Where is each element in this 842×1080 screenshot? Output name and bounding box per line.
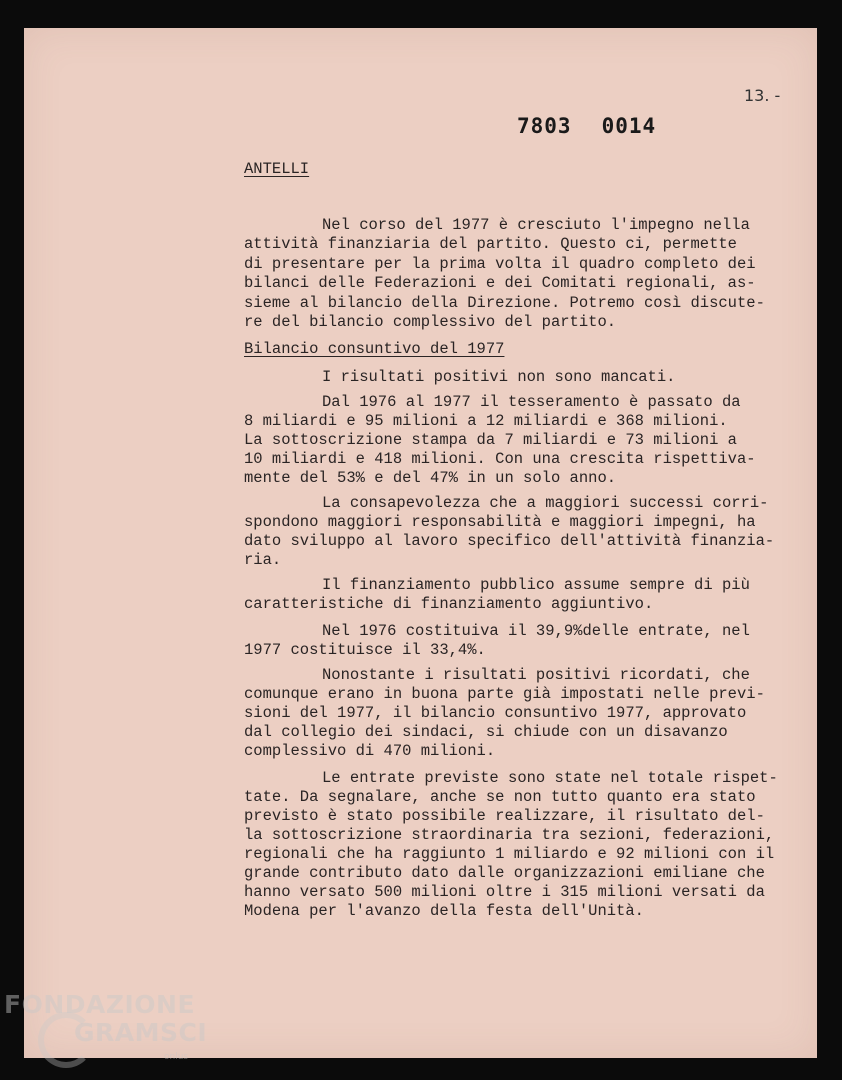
text-line: 10 miliardi e 418 milioni. Con una crescita rispettiva- — [244, 450, 756, 468]
text-line: La consapevolezza che a maggiori successi corri- — [322, 494, 769, 512]
text-line: re del bilancio complessivo del partito. — [244, 313, 617, 331]
text-line: grande contributo dato dalle organizzazioni emiliane che — [244, 864, 765, 882]
text-line: Nel corso del 1977 è cresciuto l'impegno nella — [322, 216, 750, 234]
text-line: previsto è stato possibile realizzare, il risultato del- — [244, 807, 765, 825]
logo-line1: FONDAZIONE — [4, 990, 196, 1019]
text-line: regionali che ha raggiunto 1 miliardo e 92 milioni con il — [244, 845, 775, 863]
text-line: hanno versato 500 milioni oltre i 315 milioni versati da — [244, 883, 765, 901]
text-line: Dal 1976 al 1977 il tesseramento è passato da — [322, 393, 741, 411]
text-line: complessivo di 470 milioni. — [244, 742, 496, 760]
text-line: comunque erano in buona parte già impostati nelle previ- — [244, 685, 765, 703]
text-line: Il finanziamento pubblico assume sempre di più — [322, 576, 750, 594]
text-line: Nonostante i risultati positivi ricordati, che — [322, 666, 750, 684]
logo-line2: GRAMSCI — [74, 1018, 208, 1047]
stamp-right: 0014 — [601, 114, 657, 138]
text-line: la sottoscrizione straordinaria tra sezioni, federazioni, — [244, 826, 775, 844]
text-line: bilanci delle Federazioni e dei Comitati regionali, as- — [244, 274, 756, 292]
text-line: 1977 costituisce il 33,4%. — [244, 641, 486, 659]
text-line: dal collegio dei sindaci, si chiude con un disavanzo — [244, 723, 728, 741]
text-line: sioni del 1977, il bilancio consuntivo 1977, approvato — [244, 704, 747, 722]
text-line: Le entrate previste sono state nel totale rispet- — [322, 769, 778, 787]
text-line: Modena per l'avanzo della festa dell'Unità. — [244, 902, 644, 920]
text-line: 8 miliardi e 95 milioni a 12 miliardi e 368 milioni. — [244, 412, 728, 430]
text-line: Nel 1976 costituiva il 39,9%delle entrate, nel — [322, 622, 750, 640]
text-line: caratteristiche di finanziamento aggiuntivo. — [244, 595, 654, 613]
text-line: tate. Da segnalare, anche se non tutto quanto era stato — [244, 788, 756, 806]
logo-line3: onlus — [164, 1052, 189, 1062]
page-number: 13. - — [744, 86, 781, 105]
text-line: di presentare per la prima volta il quadro completo dei — [244, 255, 756, 273]
text-line: mente del 53% e del 47% in un solo anno. — [244, 469, 617, 487]
watermark-logo — [4, 990, 208, 1062]
text-line: I risultati positivi non sono mancati. — [322, 368, 676, 386]
text-line: La sottoscrizione stampa da 7 miliardi e 73 milioni a — [244, 431, 737, 449]
text-line: ria. — [244, 551, 282, 569]
document-heading: ANTELLI — [244, 160, 310, 178]
text-line: spondono maggiori responsabilità e maggiori impegni, ha — [244, 513, 756, 531]
stamp-left: 7803 — [517, 114, 572, 138]
section-title: Bilancio consuntivo del 1977 — [244, 340, 505, 358]
text-line: sieme al bilancio della Direzione. Potremo così discute- — [244, 294, 765, 312]
text-line: dato sviluppo al lavoro specifico dell'attività finanzia- — [244, 532, 775, 550]
text-line: attività finanziaria del partito. Questo ci, permette — [244, 235, 737, 253]
